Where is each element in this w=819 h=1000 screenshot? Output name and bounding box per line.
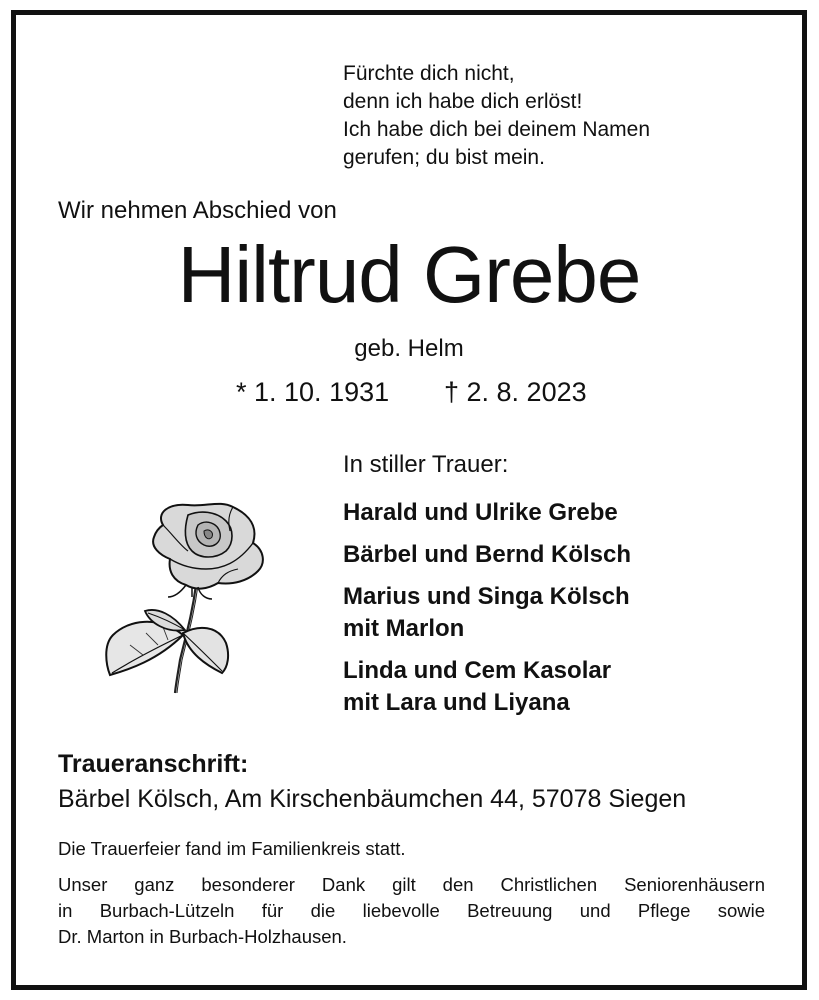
verse-line: gerufen; du bist mein. <box>343 146 545 169</box>
mourner-children: mit Lara und Liyana <box>343 689 570 716</box>
mourner-children: mit Marlon <box>343 615 465 642</box>
ceremony-note: Die Trauerfeier fand im Familienkreis statt. <box>58 838 406 859</box>
thanks-line: Dr. Marton in Burbach-Holzhausen. <box>58 926 347 947</box>
mourner-name: Linda und Cem Kasolar <box>343 657 612 684</box>
obituary-notice <box>11 10 807 990</box>
rose-icon <box>88 485 268 695</box>
mourner-list <box>343 497 631 729</box>
list-item <box>343 581 631 645</box>
thanks-line: in Burbach-Lützeln für die liebevolle Betreuung und Pflege sowie <box>58 900 765 921</box>
farewell-intro: Wir nehmen Abschied von <box>58 197 337 224</box>
death-date: † 2. 8. 2023 <box>444 377 587 407</box>
maiden-name: geb. Helm <box>354 335 464 362</box>
address-heading: Traueranschrift: <box>58 750 249 778</box>
mourner-name: Bärbel und Bernd Kölsch <box>343 541 632 568</box>
list-item <box>343 655 631 719</box>
thanks-paragraph <box>58 872 765 950</box>
list-item <box>343 497 631 529</box>
birth-date: * 1. 10. 1931 <box>236 377 390 407</box>
mourner-name: Marius und Singa Kölsch <box>343 583 630 610</box>
mourning-address: Bärbel Kölsch, Am Kirschenbäumchen 44, 57078 Siegen <box>58 785 687 813</box>
verse-line: Ich habe dich bei deinem Namen <box>343 118 651 141</box>
mourning-label: In stiller Trauer: <box>343 451 509 478</box>
verse-line: Fürchte dich nicht, <box>343 62 515 85</box>
deceased-name: Hiltrud Grebe <box>177 230 641 319</box>
mourner-name: Harald und Ulrike Grebe <box>343 499 618 526</box>
list-item <box>343 539 631 571</box>
verse-line: denn ich habe dich erlöst! <box>343 90 583 113</box>
thanks-line: Unser ganz besonderer Dank gilt den Christlichen Seniorenhäusern <box>58 874 765 895</box>
bible-verse <box>343 60 650 172</box>
